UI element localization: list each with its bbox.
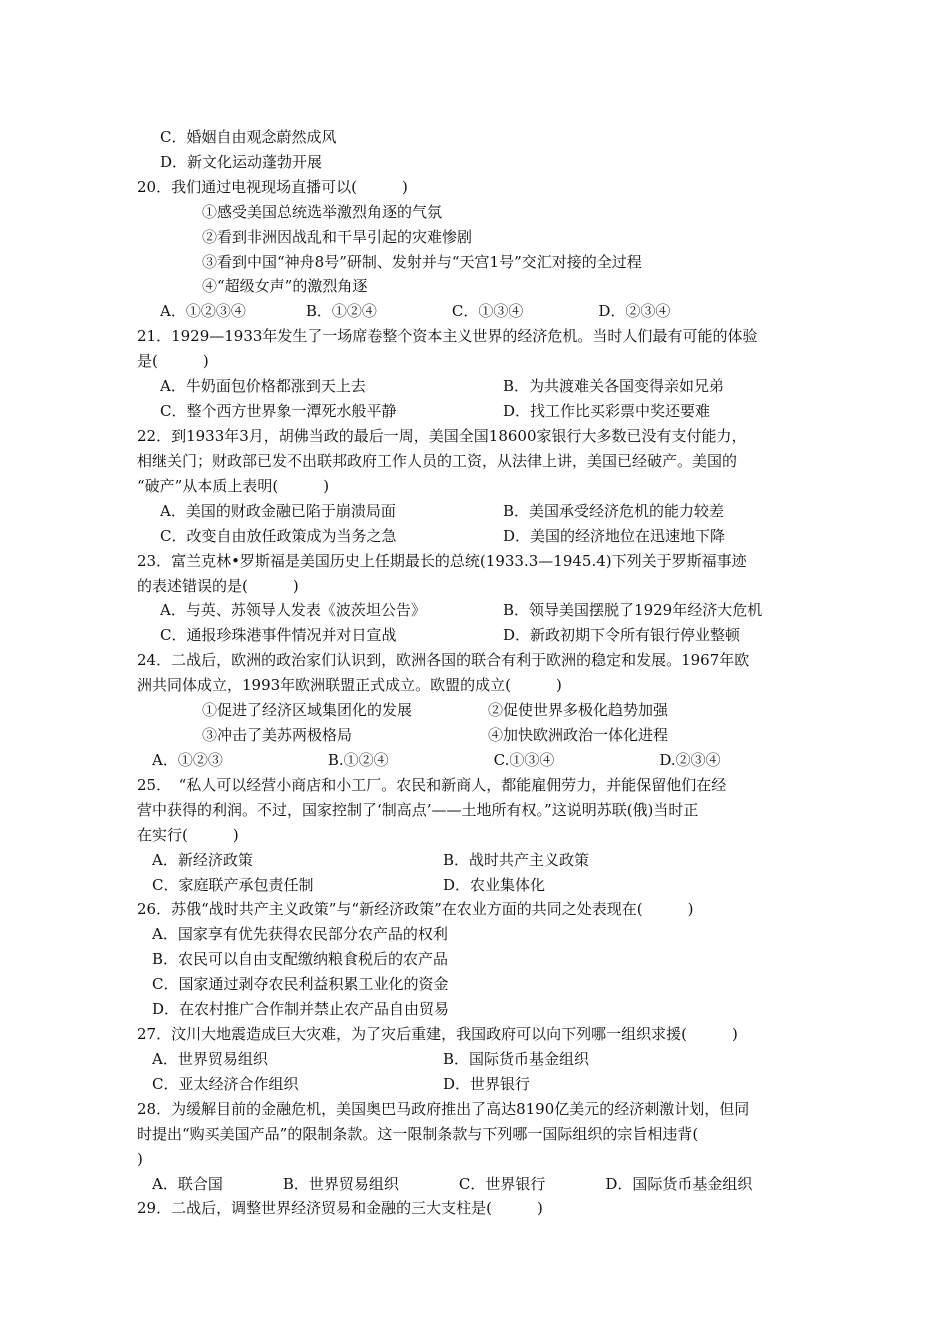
q25-stem-line-1: 25． “私人可以经营小商店和小工厂。农民和新商人，都能雇佣劳力，并能保留他们在经 <box>137 776 727 794</box>
q27-option-d: D．世界银行 <box>443 1075 531 1093</box>
q24-item-3: ③冲击了美苏两极格局 <box>202 726 353 744</box>
q24-stem-line-2: 洲共同体成立，1993年欧洲联盟正式成立。欧盟的成立( ) <box>137 676 562 694</box>
q23-option-c: C．通报珍珠港事件情况并对日宣战 <box>160 626 397 644</box>
q27-option-b: B．国际货币基金组织 <box>443 1050 590 1068</box>
q20-stem: 20．我们通过电视现场直播可以( ) <box>137 178 408 196</box>
q21-stem-line-2: 是( ) <box>137 352 209 370</box>
q25-option-c: C．家庭联产承包责任制 <box>152 876 314 894</box>
q23-option-a: A．与英、苏领导人发表《波茨坦公告》 <box>160 601 426 619</box>
q21-option-c: C．整个西方世界象一潭死水般平静 <box>160 402 397 420</box>
q21-stem-line-1: 21．1929—1933年发生了一场席卷整个资本主义世界的经济危机。当时人们最有可能的体验 <box>137 327 758 345</box>
q24-item-4: ④加快欧洲政治一体化进程 <box>488 726 669 744</box>
q20-options: A．①②③④ B．①②④ C．①③④ D．②③④ <box>160 302 671 320</box>
q28-stem-line-3: ) <box>137 1150 143 1168</box>
q20-item-4: ④“超级女声”的激烈角逐 <box>202 277 368 295</box>
q26-stem: 26．苏俄“战时共产主义政策”与“新经济政策”在农业方面的共同之处表现在( ) <box>137 900 694 918</box>
q22-option-d: D．美国的经济地位在迅速地下降 <box>503 527 726 545</box>
q26-option-a: A．国家享有优先获得农民部分农产品的权利 <box>152 925 448 943</box>
q26-option-b: B．农民可以自由支配缴纳粮食税后的农产品 <box>152 950 449 968</box>
q23-stem-line-1: 23．富兰克林•罗斯福是美国历史上任期最长的总统(1933.3—1945.4)下列关于罗斯福事迹 <box>137 552 747 570</box>
q21-option-a: A．牛奶面包价格都涨到天上去 <box>160 377 366 395</box>
q23-option-b: B．领导美国摆脱了1929年经济大危机 <box>503 601 763 619</box>
q22-option-b: B．美国承受经济危机的能力较差 <box>503 502 725 520</box>
q22-option-c: C．改变自由放任政策成为当务之急 <box>160 527 397 545</box>
q21-option-d: D．找工作比买彩票中奖还要难 <box>503 402 711 420</box>
q26-option-d: D．在农村推广合作制并禁止农产品自由贸易 <box>152 1000 450 1018</box>
q24-item-1: ①促进了经济区域集团化的发展 <box>202 701 413 719</box>
q20-item-2: ②看到非洲因战乱和干旱引起的灾难惨剧 <box>202 228 473 246</box>
q25-option-b: B．战时共产主义政策 <box>443 851 590 869</box>
q22-stem-line-2: 相继关门；财政部已发不出联邦政府工作人员的工资，从法律上讲，美国已经破产。美国的 <box>137 452 738 470</box>
q23-stem-line-2: 的表述错误的是( ) <box>137 577 299 595</box>
q28-options: A．联合国 B．世界贸易组织 C．世界银行 D．国际货币基金组织 <box>152 1175 753 1193</box>
q22-stem-line-3: “破产”从本质上表明( ) <box>137 477 330 495</box>
q27-option-c: C．亚太经济合作组织 <box>152 1075 299 1093</box>
q19-option-d: D．新文化运动蓬勃开展 <box>160 153 323 171</box>
q20-item-1: ①感受美国总统选举激烈角逐的气氛 <box>202 203 443 221</box>
q19-option-c: C．婚姻自由观念蔚然成风 <box>160 128 337 146</box>
q24-options: A．①②③ B.①②④ C.①③④ D.②③④ <box>152 751 721 769</box>
q27-stem: 27．汶川大地震造成巨大灾难，为了灾后重建，我国政府可以向下列哪一组织求援( ) <box>137 1025 738 1043</box>
q27-option-a: A．世界贸易组织 <box>152 1050 268 1068</box>
q25-option-d: D．农业集体化 <box>443 876 546 894</box>
q28-stem-line-2: 时提出“购买美国产品”的限制条款。这一限制条款与下列哪一国际组织的宗旨相违背( <box>137 1125 699 1143</box>
q26-option-c: C．国家通过剥夺农民利益积累工业化的资金 <box>152 975 449 993</box>
q20-item-3: ③看到中国“神舟8号”研制、发射并与“天宫1号”交汇对接的全过程 <box>202 253 642 271</box>
q25-stem-line-2: 营中获得的利润。不过，国家控制了‘制高点’——土地所有权。”这说明苏联(俄)当时正 <box>137 801 699 819</box>
q29-stem: 29．二战后，调整世界经济贸易和金融的三大支柱是( ) <box>137 1199 543 1217</box>
q25-option-a: A．新经济政策 <box>152 851 253 869</box>
q22-option-a: A．美国的财政金融已陷于崩溃局面 <box>160 502 396 520</box>
q21-option-b: B．为共渡难关各国变得亲如兄弟 <box>503 377 725 395</box>
q24-stem-line-1: 24．二战后，欧洲的政治家们认识到，欧洲各国的联合有利于欧洲的稳定和发展。1967年欧 <box>137 651 750 669</box>
q28-stem-line-1: 28．为缓解目前的金融危机，美国奥巴马政府推出了高达8190亿美元的经济刺激计划，但同 <box>137 1100 750 1118</box>
q22-stem-line-1: 22．到1933年3月，胡佛当政的最后一周，美国全国18600家银行大多数已没有支付能力， <box>137 427 747 445</box>
q24-item-2: ②促使世界多极化趋势加强 <box>488 701 669 719</box>
q23-option-d: D．新政初期下令所有银行停业整顿 <box>503 626 741 644</box>
q25-stem-line-3: 在实行( ) <box>137 826 239 844</box>
